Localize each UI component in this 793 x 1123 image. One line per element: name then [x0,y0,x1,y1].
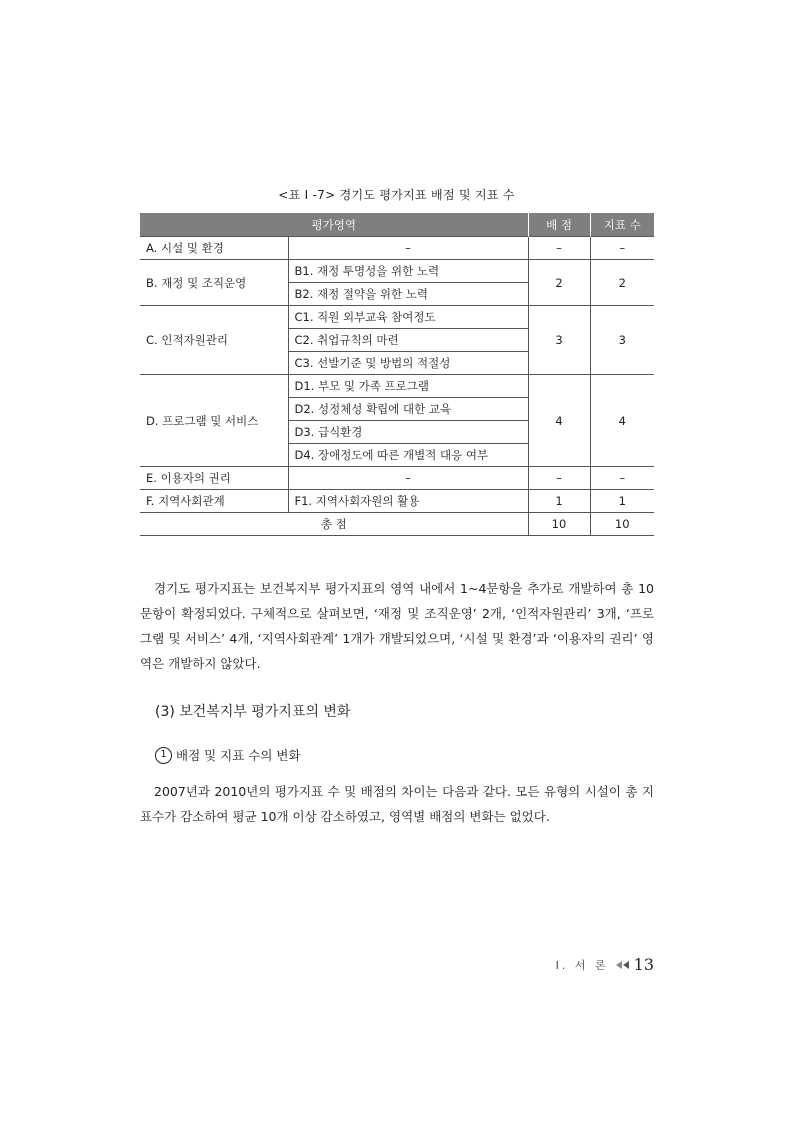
item-cell: B2. 재정 절약을 위한 노력 [288,283,528,306]
category-cell: E. 이용자의 권리 [140,467,288,490]
item-cell: D3. 급식환경 [288,421,528,444]
item-cell: B1. 재정 투명성을 위한 노력 [288,260,528,283]
table-row [140,490,654,513]
item-cell: – [288,467,528,490]
table-row [140,375,654,398]
total-label: 총 점 [140,513,528,536]
header-count: 지표 수 [590,213,654,237]
double-arrow-icon [615,961,629,969]
page-footer [556,955,654,974]
count-cell: 3 [590,306,654,375]
count-cell: 2 [590,260,654,306]
body-paragraph-2: 2007년과 2010년의 평가지표 수 및 배점의 차이는 다음과 같다. 모든 유형의 시설이 총 지표수가 감소하여 평균 10개 이상 감소하였고, 영역별 배점의 변화는 없었다. [140,784,654,824]
category-cell: F. 지역사회관계 [140,490,288,513]
item-cell: C1. 직원 외부교육 참여정도 [288,306,528,329]
table-header-row [140,213,654,237]
category-cell: D. 프로그램 및 서비스 [140,375,288,467]
item-cell: D1. 부모 및 가족 프로그램 [288,375,528,398]
subsection-heading [155,746,301,764]
item-cell: C3. 선발기준 및 방법의 적절성 [288,352,528,375]
count-cell: 1 [590,490,654,513]
category-cell: A. 시설 및 환경 [140,237,288,260]
header-area: 평가영역 [140,213,528,237]
score-cell: 1 [528,490,590,513]
item-cell: C2. 취업규칙의 마련 [288,329,528,352]
section-heading: (3) 보건복지부 평가지표의 변화 [155,704,351,720]
category-cell: C. 인적자원관리 [140,306,288,375]
item-cell: – [288,237,528,260]
category-cell: B. 재정 및 조직운영 [140,260,288,306]
table-caption: <표 Ⅰ -7> 경기도 평가지표 배점 및 지표 수 [278,188,515,202]
body-paragraph-1: 경기도 평가지표는 보건복지부 평가지표의 영역 내에서 1~4문항을 추가로 개발하여 총 10문항이 확정되었다. 구체적으로 살펴보면, ‘재정 및 조직운영’ 2개, ‘인적자원관리’ 3개, ‘프로그램 및 서비스’ 4개, ‘지역사회관계’ 1개가 개발되었으며, ‘시설 및 환경’과 ‘이용자의 권리’ 영역은 개발하지 않았다. [140,581,654,671]
table-total-row [140,513,654,536]
count-cell: – [590,237,654,260]
total-count: 10 [590,513,654,536]
score-cell: 4 [528,375,590,467]
item-cell: D4. 장애정도에 따른 개별적 대응 여부 [288,444,528,467]
item-cell: D2. 성정체성 확립에 대한 교육 [288,398,528,421]
score-cell: 2 [528,260,590,306]
count-cell: 4 [590,375,654,467]
count-cell: – [590,467,654,490]
page-number: 13 [633,955,654,974]
header-score: 배 점 [528,213,590,237]
evaluation-table [140,213,654,536]
score-cell: – [528,237,590,260]
table-row [140,260,654,283]
total-score: 10 [528,513,590,536]
subsection-title: 배점 및 지표 수의 변화 [176,748,301,763]
score-cell: – [528,467,590,490]
footer-section: Ⅰ. 서 론 [555,958,609,972]
item-cell: F1. 지역사회자원의 활용 [288,490,528,513]
circled-number-icon: 1 [155,747,172,764]
table-row [140,237,654,260]
score-cell: 3 [528,306,590,375]
table-row [140,467,654,490]
table-row [140,306,654,329]
